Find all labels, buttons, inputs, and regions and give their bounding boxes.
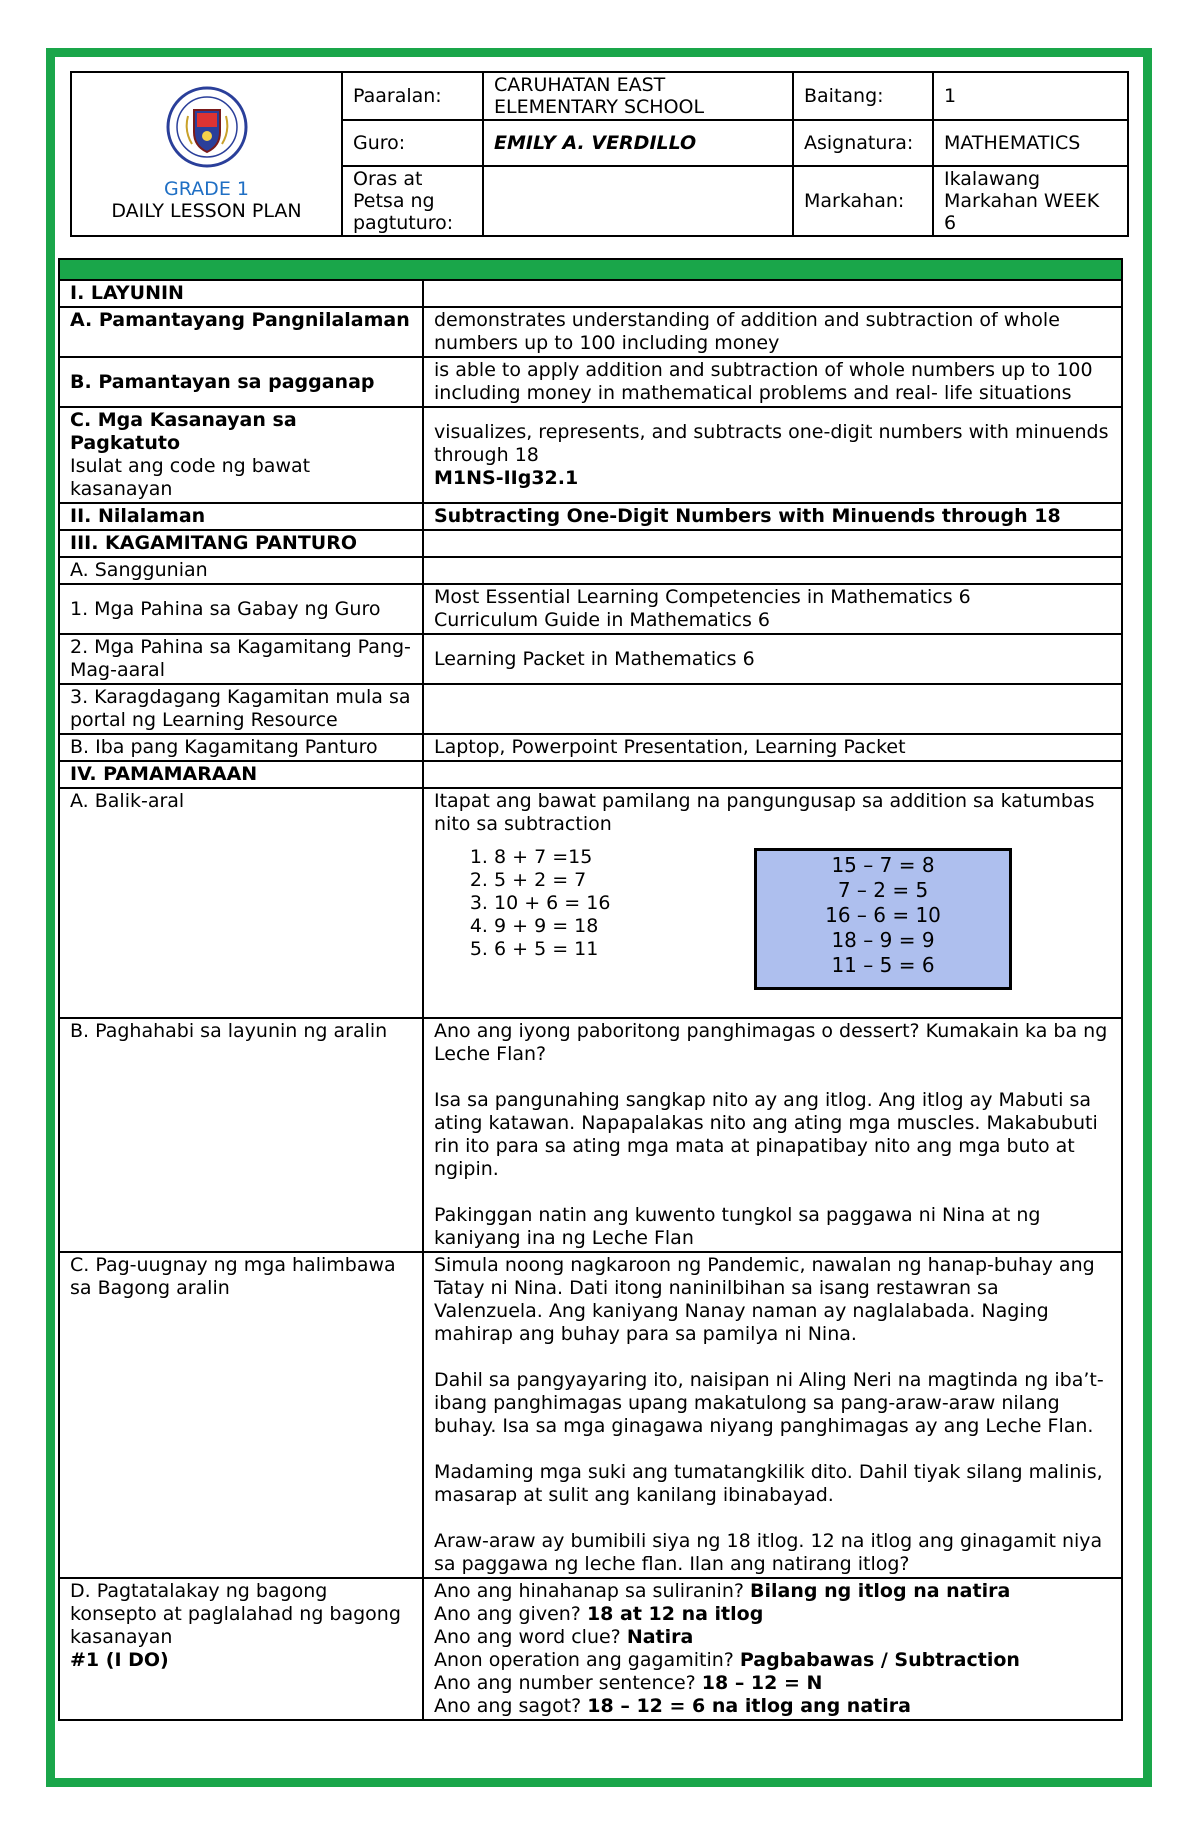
guro-label: Guro: — [342, 120, 483, 166]
logo-cell — [71, 72, 342, 236]
row-iba — [59, 734, 1122, 761]
iba-label: B. Iba pang Kagamitang Panturo — [59, 734, 423, 761]
markahan-label: Markahan: — [793, 166, 933, 236]
answer: 18 – 12 = 6 na itlog ang natira — [587, 1695, 911, 1717]
answer: 18 – 12 = N — [701, 1672, 823, 1694]
kasanayan-value-cell — [423, 407, 1122, 503]
question: Ano ang sagot? — [434, 1695, 588, 1717]
row-balik-aral — [59, 788, 1122, 1018]
answer-box — [754, 848, 1012, 990]
markahan-value: Ikalawang Markahan WEEK 6 — [933, 166, 1128, 236]
asignatura-value: MATHEMATICS — [933, 120, 1128, 166]
answer-item: 18 – 9 = 9 — [831, 928, 935, 952]
kagamitan-heading: III. KAGAMITANG PANTURO — [59, 530, 423, 557]
oras-label: Oras at Petsa ng pagtuturo: — [342, 166, 483, 236]
row-gabay — [59, 584, 1122, 634]
row-pagtatalakay — [59, 1578, 1122, 1720]
list-item: 4. 9 + 9 = 18 — [494, 915, 1111, 938]
sanggunian-label: A. Sanggunian — [59, 557, 423, 584]
pagganap-label: B. Pamantayan sa pagganap — [59, 357, 423, 407]
paaralan-value: CARUHATAN EAST ELEMENTARY SCHOOL — [483, 72, 793, 120]
pag-uugnay-label: C. Pag-uugnay ng mga halimbawa sa Bagong aralin — [59, 1252, 423, 1578]
nilalaman-label: II. Nilalaman — [59, 503, 423, 530]
balik-cell — [423, 788, 1122, 1018]
magaaral-label: 2. Mga Pahina sa Kagamitang Pang-Mag-aaral — [59, 634, 423, 684]
list-item: 1. 8 + 7 =15 — [494, 846, 1111, 869]
answer: Bilang ng itlog na natira — [750, 1580, 1011, 1602]
answer-item: 15 – 7 = 8 — [831, 853, 935, 877]
balik-intro: Itapat ang bawat pamilang na pangungusap sa addition sa katumbas nito sa subtraction — [434, 790, 1095, 835]
paghahabi-label: B. Paghahabi sa layunin ng aralin — [59, 1018, 423, 1252]
qa-line — [434, 1649, 1111, 1672]
question: Anon operation ang gagamitin? — [434, 1649, 740, 1671]
grade-label: GRADE 1 — [164, 178, 249, 200]
pagtatalakay-label-bold: #1 (I DO) — [70, 1649, 169, 1671]
pamantayang-value: demonstrates understanding of addition and subtraction of whole numbers up to 100 including money — [423, 307, 1122, 357]
gabay-label: 1. Mga Pahina sa Gabay ng Guro — [59, 584, 423, 634]
header-table — [70, 71, 1129, 237]
balik-label: A. Balik-aral — [59, 788, 423, 1018]
row-nilalaman — [59, 503, 1122, 530]
answer-item: 16 – 6 = 10 — [825, 903, 941, 927]
row-magaaral — [59, 634, 1122, 684]
magaaral-value: Learning Packet in Mathematics 6 — [423, 634, 1122, 684]
answer-item: 11 – 5 = 6 — [831, 953, 935, 977]
kasanayan-label-sub: Isulat ang code ng bawat kasanayan — [70, 455, 311, 500]
pagtatalakay-cell — [423, 1578, 1122, 1720]
paghahabi-cell — [423, 1018, 1122, 1252]
green-header-bar — [59, 259, 1122, 280]
baitang-value: 1 — [933, 72, 1128, 120]
qa-line — [434, 1695, 1111, 1718]
row-kasanayan — [59, 407, 1122, 503]
baitang-label: Baitang: — [793, 72, 933, 120]
gabay-value-2: Curriculum Guide in Mathematics 6 — [434, 609, 770, 631]
qa-line — [434, 1626, 1111, 1649]
gabay-value-1: Most Essential Learning Competencies in Mathematics 6 — [434, 586, 971, 608]
pagtatalakay-label: D. Pagtatalakay ng bagong konsepto at paglalahad ng bagong kasanayan — [70, 1580, 401, 1648]
row-pagganap — [59, 357, 1122, 407]
list-item: 5. 6 + 5 = 11 — [494, 938, 1111, 961]
row-layunin — [59, 280, 1122, 307]
pag-uugnay-p2: Dahil sa pangyayaring ito, naisipan ni Aling Neri na magtinda ng iba’t-ibang panghimagas upang makatulong sa pang-araw-araw nilang buhay. Isa sa mga ginagawa niyang panghimagas ay ang Leche Flan. — [434, 1369, 1104, 1437]
lesson-table — [58, 258, 1123, 1721]
question: Ano ang given? — [434, 1603, 587, 1625]
qa-line — [434, 1603, 1111, 1626]
pag-uugnay-cell — [423, 1252, 1122, 1578]
paaralan-label: Paaralan: — [342, 72, 483, 120]
question: Ano ang word clue? — [434, 1626, 627, 1648]
answer: Pagbabawas / Subtraction — [739, 1649, 1020, 1671]
row-pag-uugnay — [59, 1252, 1122, 1578]
answer-item: 7 – 2 = 5 — [837, 878, 929, 902]
layunin-heading: I. LAYUNIN — [59, 280, 423, 307]
answer: Natira — [626, 1626, 694, 1648]
qa-line — [434, 1580, 1111, 1603]
kasanayan-label — [59, 407, 423, 503]
plan-title: DAILY LESSON PLAN — [111, 200, 302, 222]
pagtatalakay-label-cell — [59, 1578, 423, 1720]
paghahabi-p2: Isa sa pangunahing sangkap nito ay ang itlog. Ang itlog ay Mabuti sa ating katawan. Napapalakas nito ang ating mga muscles. Makabubuti rin ito para sa ating mga mata at pinapatibay nito ang mga buto at ngipin. — [434, 1089, 1098, 1180]
qa-line — [434, 1672, 1111, 1695]
pag-uugnay-p4: Araw-araw ay bumibili siya ng 18 itlog. 12 na itlog ang ginagamit niya sa paggawa ng leche flan. Ilan ang natirang itlog? — [434, 1530, 1103, 1575]
list-item: 2. 5 + 2 = 7 — [494, 869, 1111, 892]
asignatura-label: Asignatura: — [793, 120, 933, 166]
pag-uugnay-p3: Madaming mga suki ang tumatangkilik dito. Dahil tiyak silang malinis, masarap at sulit ang kanilang ibinabayad. — [434, 1461, 1103, 1506]
paghahabi-p3: Pakinggan natin ang kuwento tungkol sa paggawa ni Nina at ng kaniyang ina ng Leche Flan — [434, 1204, 1041, 1249]
pagganap-value: is able to apply addition and subtraction of whole numbers up to 100 including money in mathematical problems and real- life situations — [423, 357, 1122, 407]
answer: 18 at 12 na itlog — [586, 1603, 764, 1625]
paghahabi-p1: Ano ang iyong paboritong panghimagas o dessert? Kumakain ka ba ng Leche Flan? — [434, 1020, 1108, 1065]
row-paghahabi — [59, 1018, 1122, 1252]
list-item: 3. 10 + 6 = 16 — [494, 892, 1111, 915]
question: Ano ang hinahanap sa suliranin? — [434, 1580, 750, 1602]
pamamaraan-heading: IV. PAMAMARAAN — [59, 761, 423, 788]
guro-value: EMILY A. VERDILLO — [483, 120, 793, 166]
pamantayang-label: A. Pamantayang Pangnilalaman — [59, 307, 423, 357]
nilalaman-value: Subtracting One-Digit Numbers with Minuends through 18 — [423, 503, 1122, 530]
question: Ano ang number sentence? — [434, 1672, 702, 1694]
row-pamantayang — [59, 307, 1122, 357]
gabay-value — [423, 584, 1122, 634]
deped-seal-icon — [166, 86, 248, 168]
iba-value: Laptop, Powerpoint Presentation, Learning Packet — [423, 734, 1122, 761]
pag-uugnay-p1: Simula noong nagkaroon ng Pandemic, nawalan ng hanap-buhay ang Tatay ni Nina. Dati itong naninilbihan sa isang restawran sa Valenzuela. Ang kaniyang Nanay naman ay naglalabada. Naging mahirap ang buhay para sa pamilya ni Nina. — [434, 1254, 1095, 1345]
row-kagamitan — [59, 530, 1122, 557]
kasanayan-label-bold: C. Mga Kasanayan sa Pagkatuto — [70, 409, 297, 454]
kasanayan-value: visualizes, represents, and subtracts one-digit numbers with minuends through 18 — [434, 420, 1109, 466]
row-karagdagang — [59, 684, 1122, 734]
kasanayan-code: M1NS-IIg32.1 — [434, 466, 579, 489]
row-sanggunian — [59, 557, 1122, 584]
karagdagang-label: 3. Karagdagang Kagamitan mula sa portal ng Learning Resource — [59, 684, 423, 734]
row-pamamaraan — [59, 761, 1122, 788]
oras-value — [483, 166, 793, 236]
